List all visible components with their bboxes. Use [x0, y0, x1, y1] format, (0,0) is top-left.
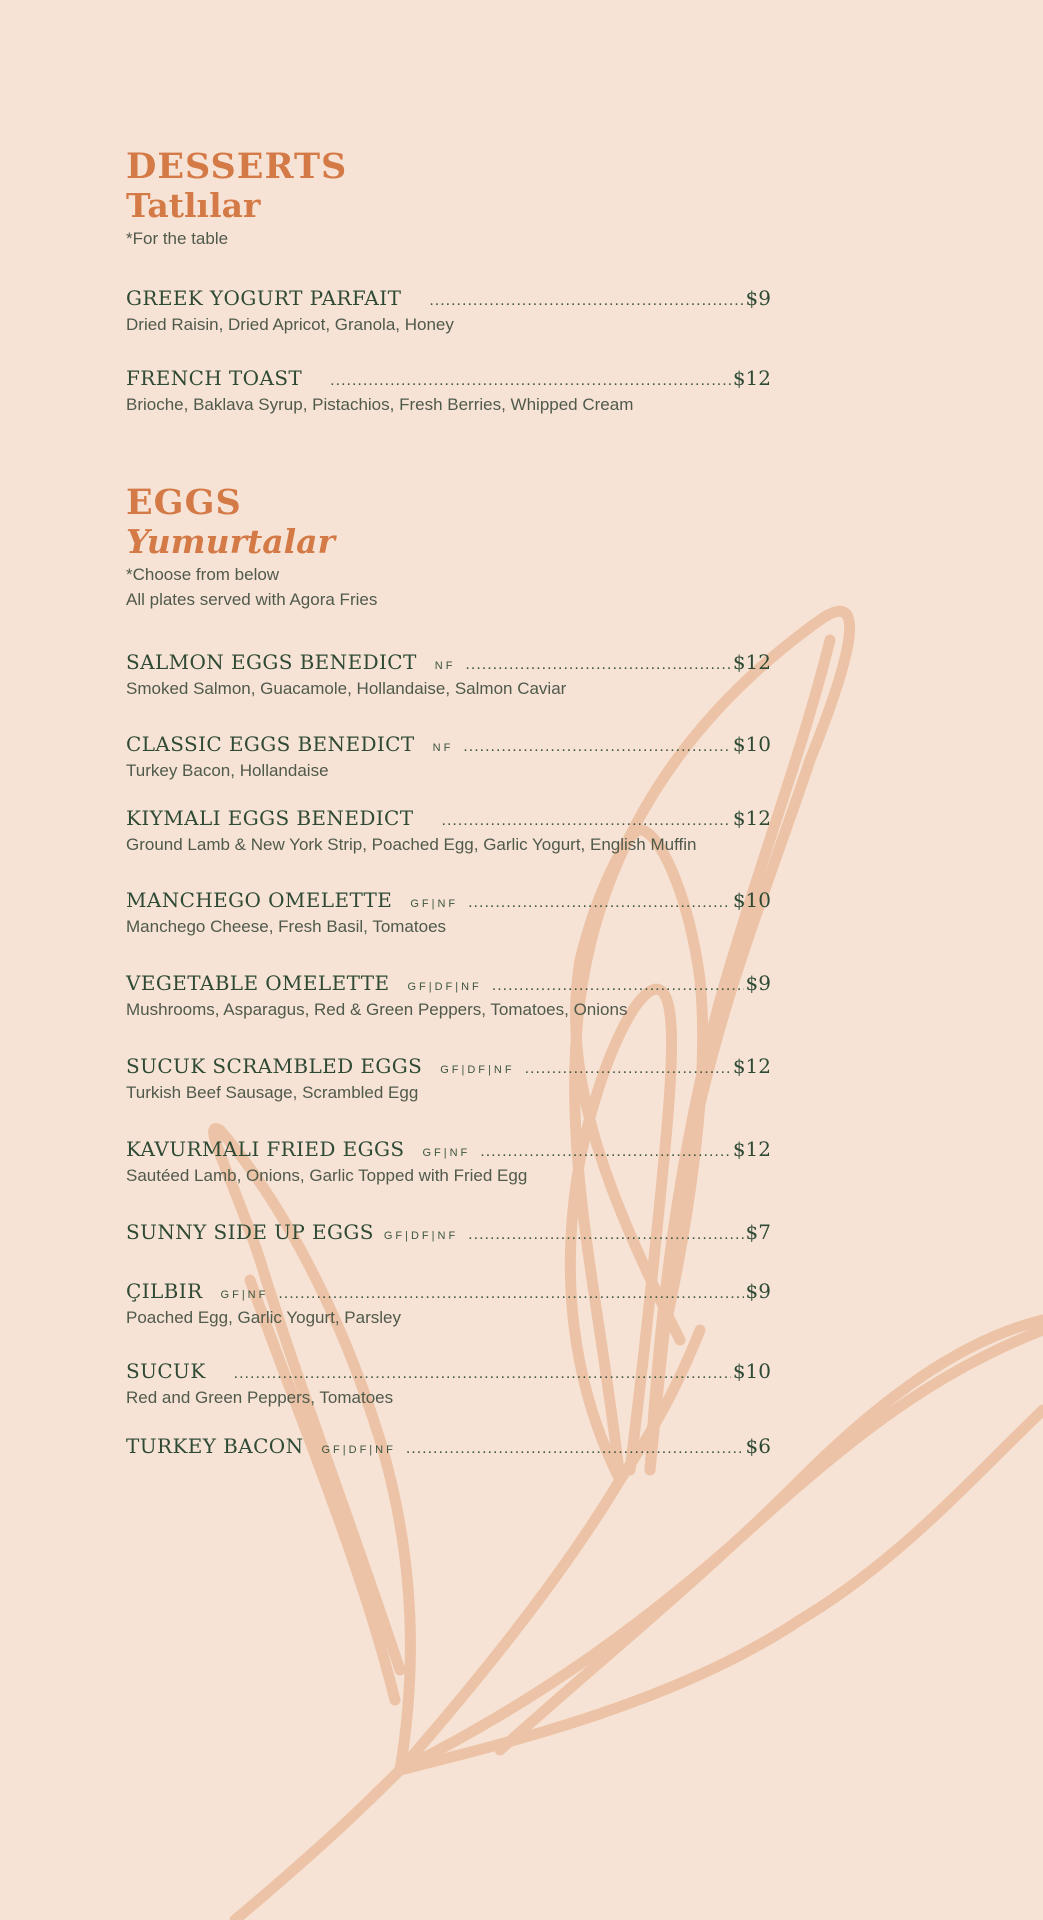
- item-tags: GF|NF: [220, 1289, 269, 1301]
- item-name: FRENCH TOAST: [126, 366, 303, 390]
- item-tags: NF: [432, 742, 454, 754]
- dot-leader: [429, 292, 743, 310]
- item-tags: GF|DF|NF: [407, 981, 482, 993]
- desserts-title: DESSERTS: [126, 146, 348, 187]
- menu-item-greek-yogurt-parfait: [126, 286, 771, 337]
- item-name: ÇILBIR: [126, 1279, 203, 1303]
- item-name: SUCUK: [126, 1359, 206, 1383]
- item-description: Turkish Beef Sausage, Scrambled Egg: [126, 1083, 419, 1102]
- dot-leader: [463, 738, 731, 756]
- item-price: $12: [732, 650, 771, 674]
- item-price: $12: [732, 806, 771, 830]
- item-description: Brioche, Baklava Syrup, Pistachios, Fresh Berries, Whipped Cream: [126, 395, 634, 414]
- menu-item-cilbir: [126, 1279, 771, 1330]
- item-tags: GF|DF|NF: [383, 1230, 459, 1242]
- item-price: $12: [732, 1137, 771, 1161]
- menu-item-sucuk: [126, 1359, 771, 1410]
- item-name: VEGETABLE OMELETTE: [126, 971, 390, 995]
- eggs-subtitle: Yumurtalar: [126, 522, 335, 561]
- item-name: KIYMALI EGGS BENEDICT: [126, 806, 414, 830]
- menu-item-kavurmali-fried-eggs: [126, 1137, 771, 1188]
- desserts-note: *For the table: [126, 229, 229, 248]
- dot-leader: [330, 372, 731, 390]
- item-description: Smoked Salmon, Guacamole, Hollandaise, Salmon Caviar: [126, 679, 567, 698]
- item-description: Manchego Cheese, Fresh Basil, Tomatoes: [126, 917, 447, 936]
- item-price: $12: [732, 1054, 771, 1078]
- item-tags: GF|DF|NF: [440, 1064, 515, 1076]
- menu-item-kiymali-eggs-benedict: [126, 806, 771, 857]
- item-description: Mushrooms, Asparagus, Red & Green Peppers, Tomatoes, Onions: [126, 1000, 628, 1019]
- dot-leader: [525, 1060, 731, 1078]
- item-name: MANCHEGO OMELETTE: [126, 888, 393, 912]
- item-name: KAVURMALI FRIED EGGS: [126, 1137, 405, 1161]
- eggs-note-choose: *Choose from below: [126, 565, 280, 584]
- dot-leader: [468, 1226, 743, 1244]
- eggs-section-header: [126, 484, 771, 612]
- item-name: SUNNY SIDE UP EGGS: [126, 1220, 374, 1244]
- dot-leader: [468, 894, 731, 912]
- item-price: $7: [745, 1220, 771, 1244]
- item-price: $9: [745, 971, 771, 995]
- item-price: $12: [732, 366, 771, 390]
- desserts-subtitle: Tatlılar: [126, 186, 261, 225]
- item-name: SUCUK SCRAMBLED EGGS: [126, 1054, 423, 1078]
- item-price: $6: [745, 1434, 771, 1458]
- item-description: Dried Raisin, Dried Apricot, Granola, Honey: [126, 315, 454, 334]
- item-tags: GF|DF|NF: [321, 1444, 396, 1456]
- item-name: TURKEY BACON: [126, 1434, 304, 1458]
- menu-item-vegetable-omelette: [126, 971, 771, 1022]
- item-tags: GF|NF: [410, 898, 459, 910]
- item-name: SALMON EGGS BENEDICT: [126, 650, 417, 674]
- item-name: CLASSIC EGGS BENEDICT: [126, 732, 415, 756]
- item-description: Ground Lamb & New York Strip, Poached Egg, Garlic Yogurt, English Muffin: [126, 835, 697, 854]
- eggs-title: EGGS: [126, 482, 242, 523]
- dot-leader: [234, 1365, 731, 1383]
- dot-leader: [442, 812, 731, 830]
- menu-item-french-toast: [126, 366, 771, 417]
- eggs-note-fries: All plates served with Agora Fries: [126, 590, 378, 609]
- desserts-section-header: [126, 148, 771, 251]
- item-price: $9: [745, 1279, 771, 1303]
- item-description: Red and Green Peppers, Tomatoes: [126, 1388, 394, 1407]
- dot-leader: [465, 656, 730, 674]
- dot-leader: [480, 1143, 731, 1161]
- menu-item-classic-eggs-benedict: [126, 732, 771, 783]
- menu-item-salmon-eggs-benedict: [126, 650, 771, 701]
- item-description: Sautéed Lamb, Onions, Garlic Topped with Fried Egg: [126, 1166, 528, 1185]
- item-price: $10: [732, 888, 771, 912]
- menu-item-sunny-side-up-eggs: [126, 1220, 771, 1244]
- dot-leader: [406, 1440, 744, 1458]
- item-name: GREEK YOGURT PARFAIT: [126, 286, 402, 310]
- menu-item-turkey-bacon: [126, 1434, 771, 1458]
- item-tags: NF: [434, 660, 456, 672]
- menu-item-manchego-omelette: [126, 888, 771, 939]
- item-price: $9: [745, 286, 771, 310]
- item-description: Poached Egg, Garlic Yogurt, Parsley: [126, 1308, 401, 1327]
- dot-leader: [278, 1285, 743, 1303]
- item-price: $10: [732, 1359, 771, 1383]
- menu-item-sucuk-scrambled-eggs: [126, 1054, 771, 1105]
- item-price: $10: [732, 732, 771, 756]
- dot-leader: [492, 977, 744, 995]
- item-tags: GF|NF: [422, 1147, 471, 1159]
- item-description: Turkey Bacon, Hollandaise: [126, 761, 329, 780]
